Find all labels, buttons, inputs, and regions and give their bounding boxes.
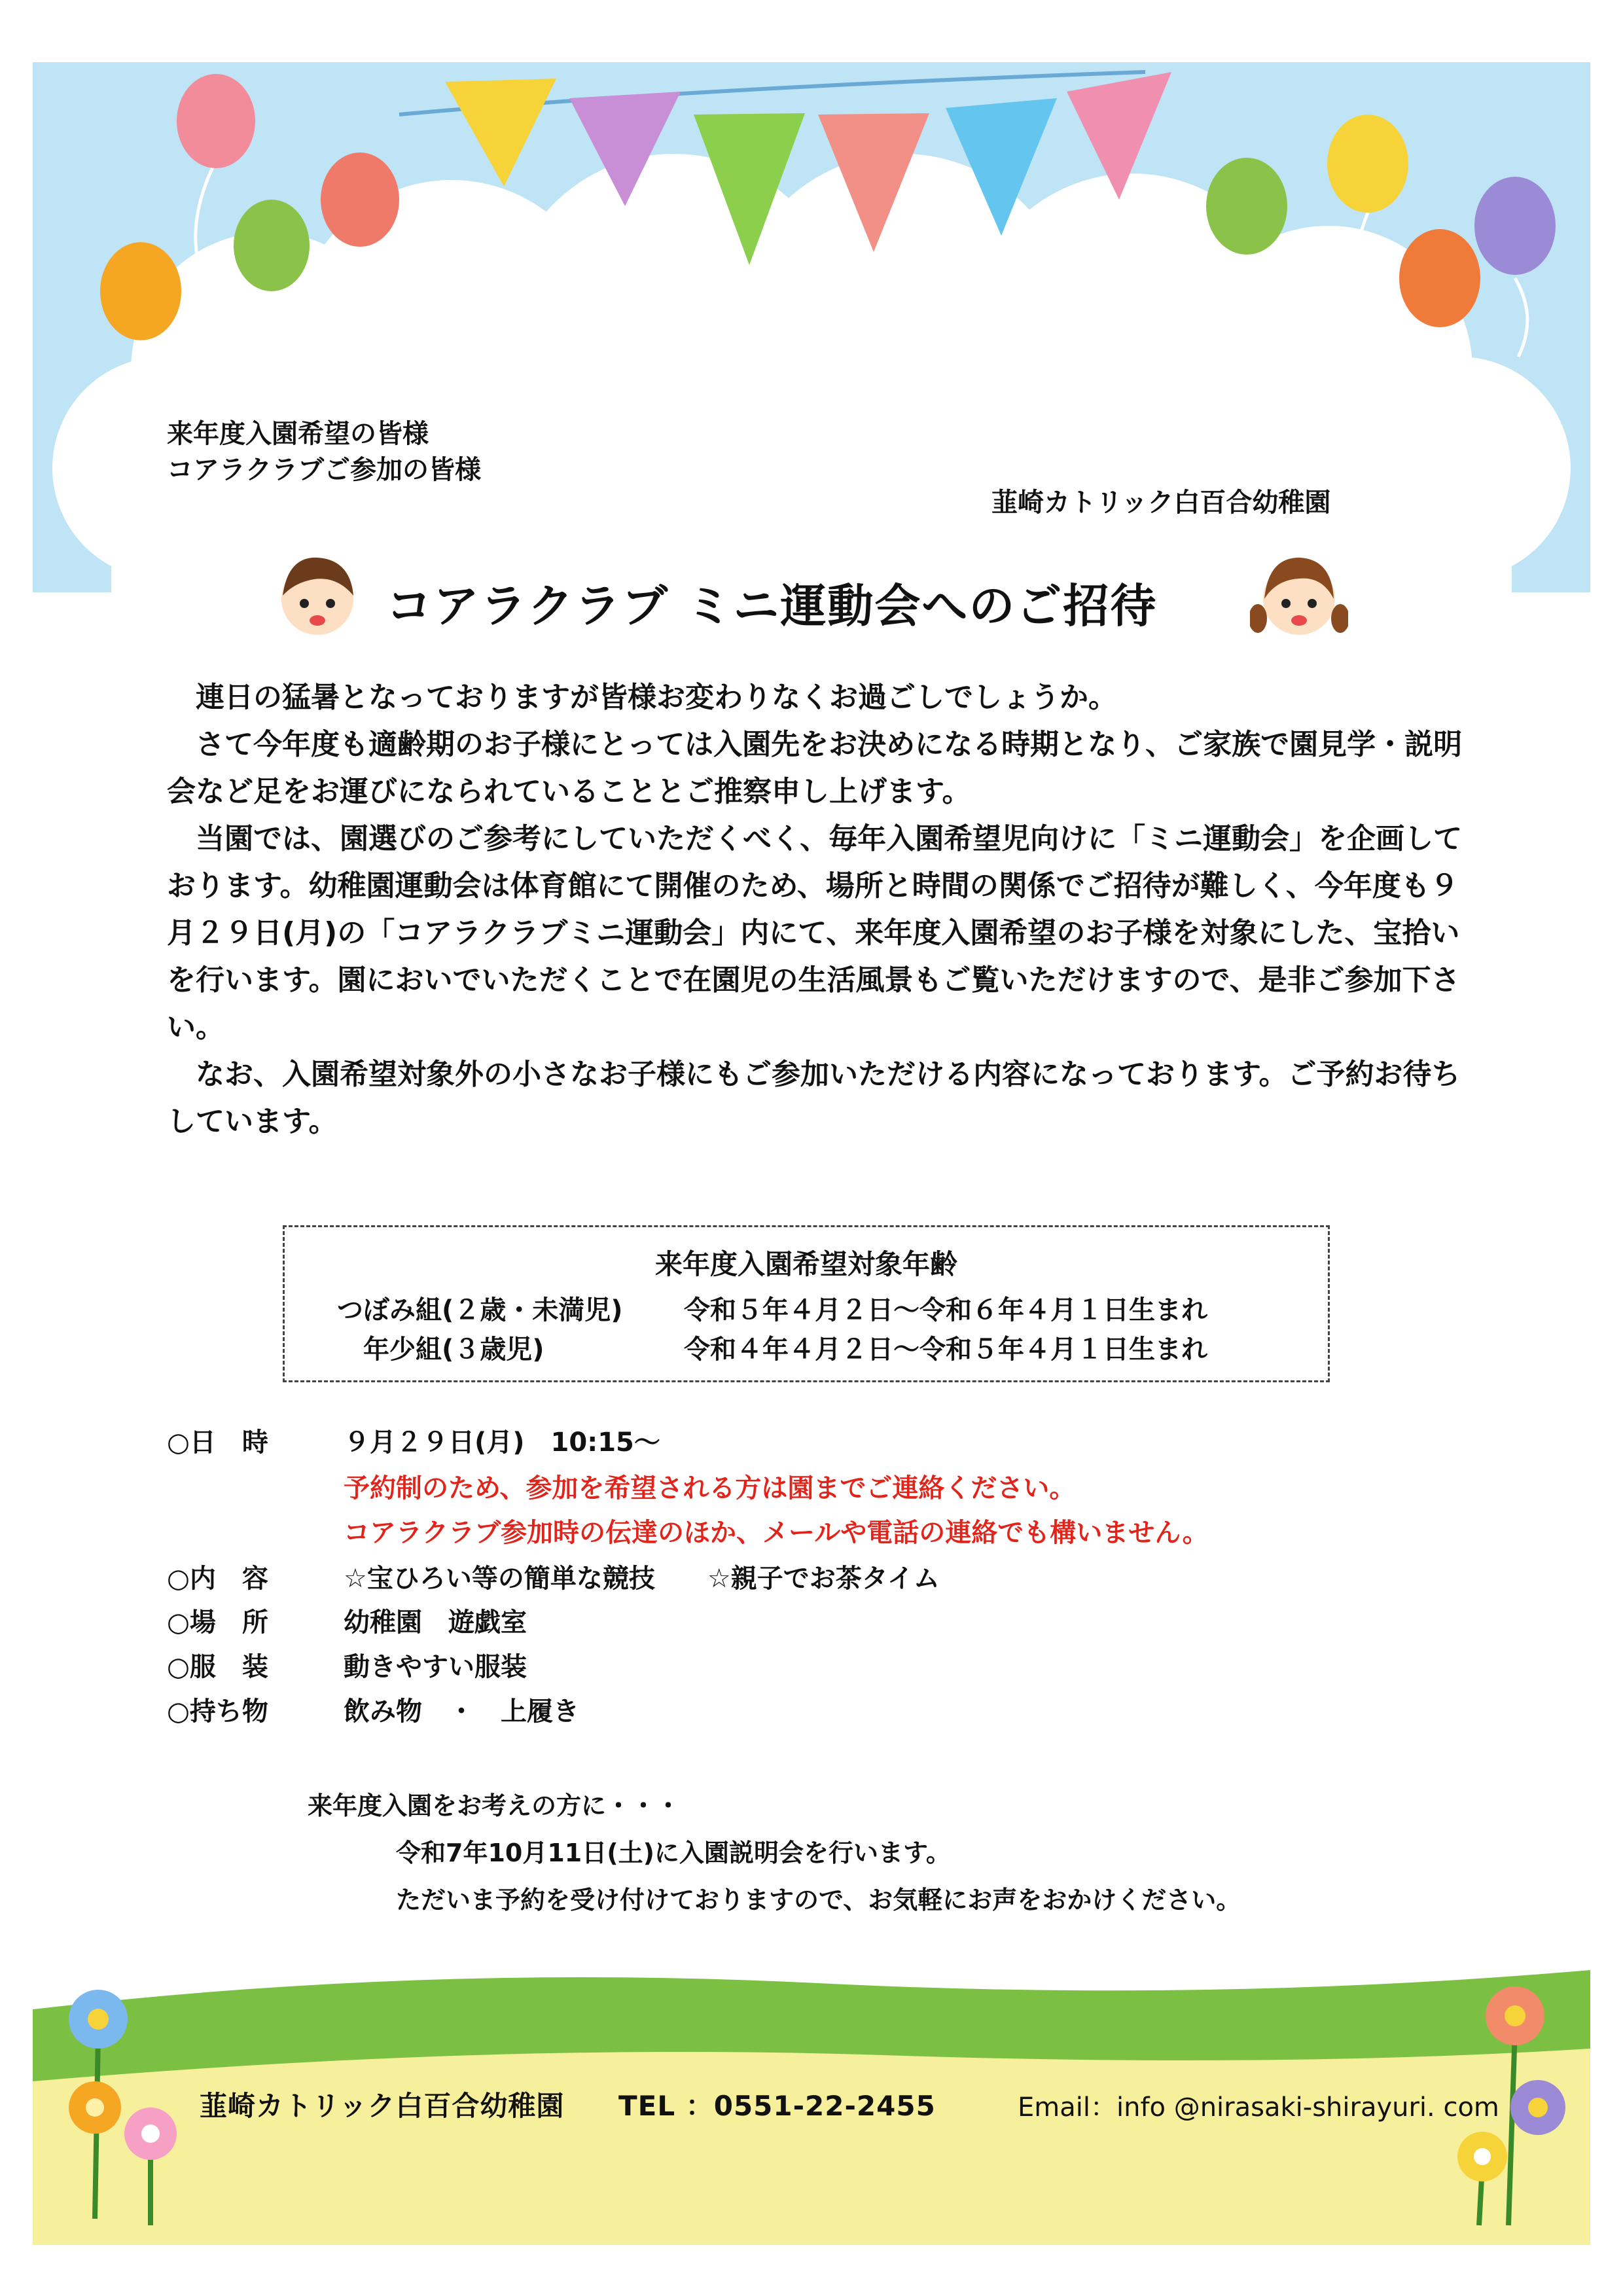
balloon-orange-right <box>1399 229 1480 327</box>
age-row <box>337 1289 1207 1327</box>
footer-org: 韮崎カトリック白百合幼稚園 <box>200 2090 565 2122</box>
age-dates: 令和５年４月２日～令和６年４月１日生まれ <box>684 1295 1207 1325</box>
detail-value: 飲み物 ・ 上履き <box>344 1696 579 1727</box>
recipient-line-2: コアラクラブご参加の皆様 <box>167 455 481 485</box>
recipient-line-1: 来年度入園希望の皆様 <box>167 419 429 449</box>
detail-label: ○持ち物 <box>167 1696 268 1727</box>
paragraph: なお、入園希望対象外の小さなお子様にもご参加いただける内容になっております。ご予約お待ちしています。 <box>167 1058 1461 1138</box>
balloon-yellow <box>1327 115 1408 213</box>
ground <box>33 2049 1590 2245</box>
notice-line-3: ただいま予約を受け付けておりますので、お気軽にお声をおかけください。 <box>396 1886 1241 1914</box>
red-note: コアラクラブ参加時の伝達のほか、メールや電話の連絡でも構いません。 <box>344 1518 1209 1548</box>
header-illustration <box>33 62 1590 592</box>
letter-body <box>167 674 1469 1145</box>
boy-face-icon <box>275 550 360 641</box>
detail-clothes <box>167 1648 527 1686</box>
balloon-orange <box>100 242 181 340</box>
eligible-age-box <box>283 1225 1330 1382</box>
red-note: 予約制のため、参加を希望される方は園までご連絡ください。 <box>344 1473 1076 1503</box>
notice-line-1: 来年度入園をお考えの方に・・・ <box>308 1791 681 1820</box>
balloon-pink <box>177 74 255 168</box>
balloon-green-right <box>1206 158 1287 255</box>
detail-label: ○内 容 <box>167 1564 268 1594</box>
detail-label: ○日 時 <box>167 1427 268 1458</box>
paragraph: さて今年度も適齢期のお子様にとっては入園先をお決めになる時期となり、ご家族で園見学・説明会など足をお運びになられていることとご推察申し上げます。 <box>167 728 1463 808</box>
detail-place <box>167 1604 527 1641</box>
detail-value: 動きやすい服装 <box>344 1652 527 1682</box>
detail-items <box>167 1693 579 1731</box>
balloon-green <box>234 200 310 291</box>
age-dates: 令和４年４月２日～令和５年４月１日生まれ <box>684 1335 1207 1365</box>
age-box-title: 来年度入園希望対象年齢 <box>654 1248 957 1280</box>
notice-line-2: 令和7年10月11日(土)に入園説明会を行います。 <box>396 1839 951 1867</box>
detail-value: ９月２９日(月) 10:15～ <box>344 1427 660 1458</box>
detail-value: 幼稚園 遊戯室 <box>344 1607 527 1638</box>
detail-date <box>167 1424 660 1462</box>
page-title: コアラクラブ ミニ運動会へのご招待 <box>386 579 1158 633</box>
balloon-purple <box>1474 177 1556 275</box>
detail-content <box>167 1560 940 1598</box>
girl-face-icon <box>1250 550 1348 641</box>
detail-label: ○服 装 <box>167 1652 268 1682</box>
paragraph: 当園では、園選びのご参考にしていただくべく、毎年入園希望児向けに「ミニ運動会」を企画しております。幼稚園運動会は体育館にて開催のため、場所と時間の関係でご招待が難しく、今年度も９月２９日(月)の「コアラクラブミニ運動会」内にて、来年度入園希望のお子様を対象にした、宝拾いを行います。園においでいただくことで在園児の生活風景もご覧いただけますので、是非ご参加下さい。 <box>167 822 1463 1044</box>
footer-email[interactable]: Email：info @nirasaki-shirayuri. com <box>1018 2092 1499 2123</box>
detail-value: ☆宝ひろい等の簡単な競技 ☆親子でお茶タイム <box>344 1564 940 1594</box>
age-group: つぼみ組(２歳・未満児) <box>337 1295 623 1325</box>
age-group: 年少組(３歳児) <box>363 1335 544 1365</box>
age-row <box>363 1329 1207 1366</box>
balloon-red <box>321 152 399 247</box>
detail-label: ○場 所 <box>167 1607 268 1638</box>
footer-tel: TEL ：0551-22-2455 <box>618 2090 936 2122</box>
paragraph: 連日の猛暑となっておりますが皆様お変わりなくお過ごしでしょうか。 <box>196 681 1117 714</box>
sender-name: 韮崎カトリック白百合幼稚園 <box>991 488 1331 518</box>
